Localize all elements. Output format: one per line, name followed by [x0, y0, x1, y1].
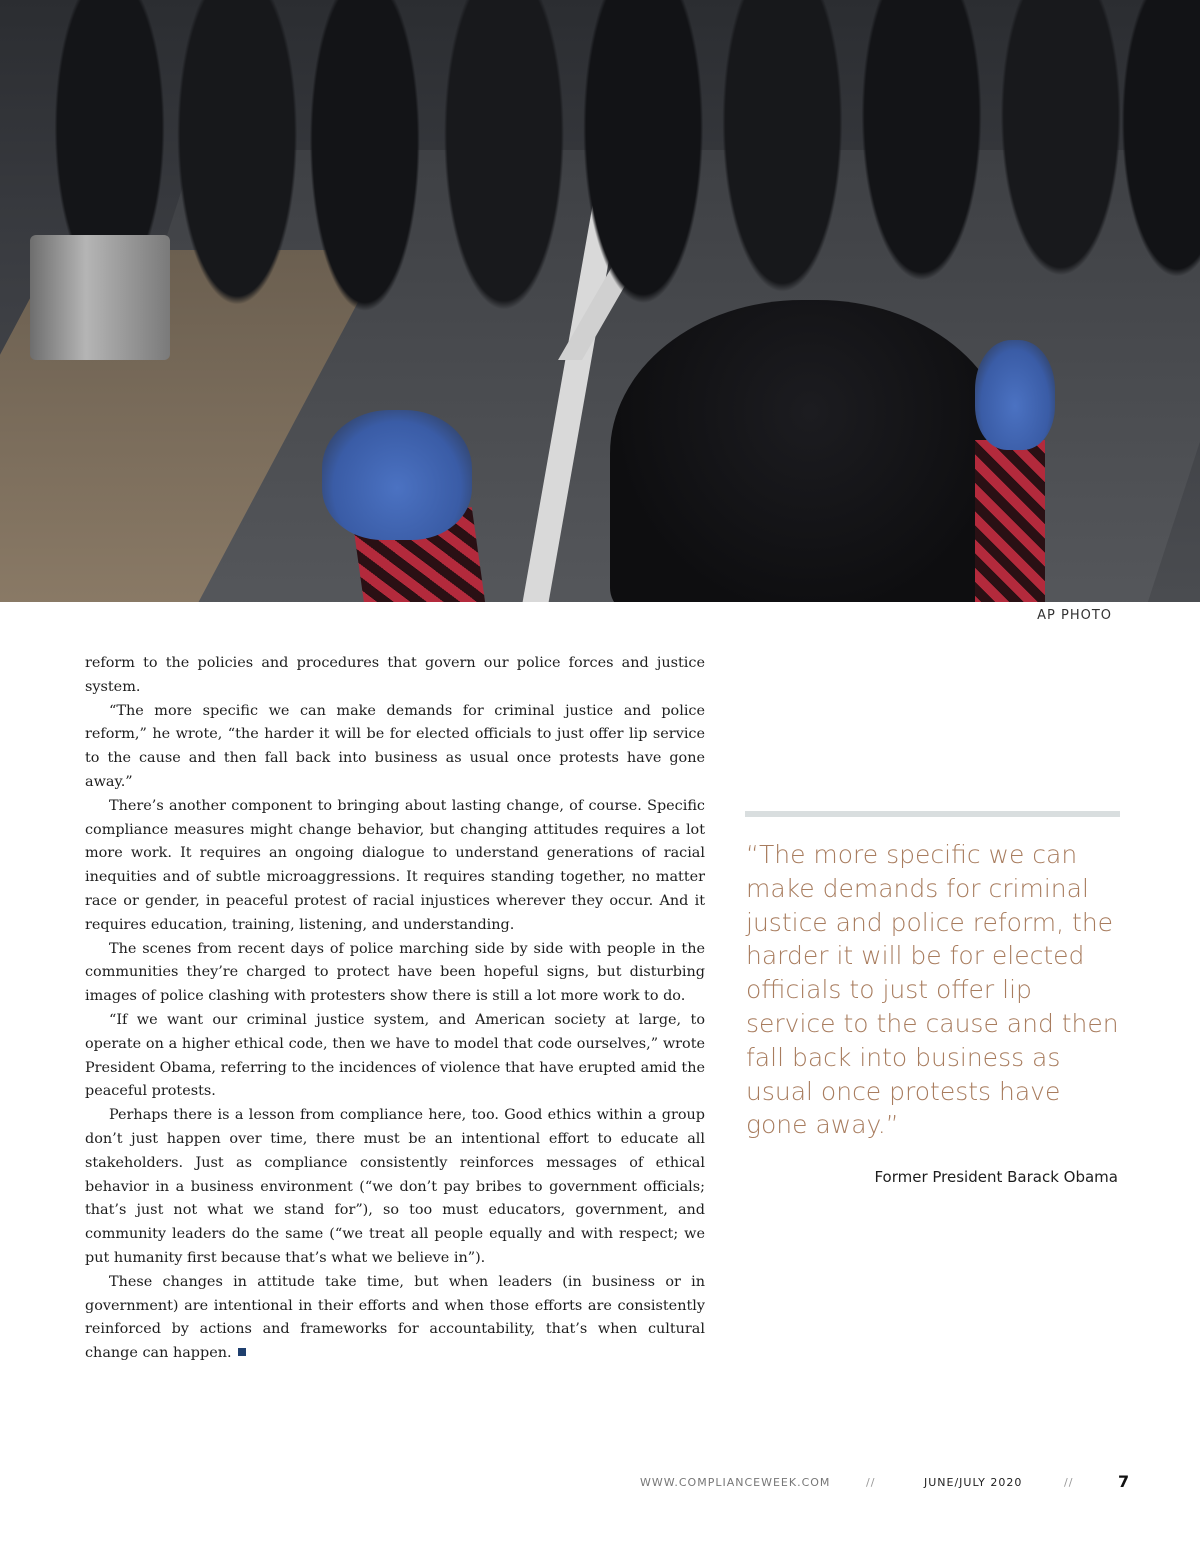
footer-separator: // — [866, 1476, 876, 1489]
paragraph: reform to the policies and procedures that govern our police forces and justice system. — [85, 655, 705, 695]
pull-quote-rule — [745, 811, 1120, 817]
photo-protester-hood — [610, 300, 1010, 602]
photo-right-glove — [975, 340, 1055, 450]
end-mark-icon — [238, 1348, 246, 1356]
photo-metal-bin — [30, 235, 170, 360]
paragraph: There’s another component to bringing about lasting change, of course. Specific compliance measures might change behavior, but changing attitudes requires a lot more work. It requires an ongoing dialogue to understand generations of racial inequities and of subtle microaggressions. It requires standing together, no matter race or gender, in peaceful protest of racial injustices wherever they occur. And it requires education, training, listening, and understanding. — [85, 797, 705, 933]
paragraph-last-text: These changes in attitude take time, but when leaders (in business or in government) are intentional in their efforts and when those efforts are consistently reinforced by actions and frameworks for accountability, that’s when cultural change can happen. — [85, 1273, 705, 1362]
hero-photo — [0, 0, 1200, 602]
photo-credit: AP PHOTO — [1037, 608, 1112, 623]
article-body — [85, 652, 705, 1366]
pull-quote-attribution: Former President Barack Obama — [874, 1168, 1118, 1186]
paragraph-last — [85, 1271, 705, 1366]
pull-quote: “The more specific we can make demands for criminal justice and police reform, the harder it will be for elected officials to just offer lip service to the cause and then fall back into business as usual once protests have gone away.” — [746, 840, 1119, 1140]
footer-website: WWW.COMPLIANCEWEEK.COM — [640, 1476, 831, 1489]
photo-left-glove — [322, 410, 472, 540]
paragraph: “If we want our criminal justice system, and American society at large, to operate on a higher ethical code, then we have to model that code ourselves,” wrote President Obama, referring to the incidences of violence that have erupted amid the peaceful protests. — [85, 1011, 705, 1100]
paragraph: The scenes from recent days of police marching side by side with people in the communities they’re charged to protect have been hopeful signs, but disturbing images of police clashing with protesters show there is still a lot more work to do. — [85, 940, 705, 1005]
paragraph: Perhaps there is a lesson from compliance here, too. Good ethics within a group don’t just happen over time, there must be an intentional effort to educate all stakeholders. Just as compliance consistently reinforces messages of ethical behavior in a business environment (“we don’t pay bribes to government officials; that’s just not what we stand for”), so too must educators, government, and community leaders do the same (“we treat all people equally and with respect; we put humanity first because that’s what we believe in”). — [85, 1107, 705, 1266]
photo-police-line — [40, 0, 1200, 320]
paragraph: “The more specific we can make demands for criminal justice and police reform,” he wrote, “the harder it will be for elected officials to just offer lip service to the cause and then fall back into business as usual once protests have gone away.” — [85, 702, 705, 790]
footer-separator-2: // — [1064, 1476, 1074, 1489]
footer-date: JUNE/JULY 2020 — [924, 1476, 1023, 1489]
page-number: 7 — [1118, 1472, 1130, 1491]
page-footer — [0, 1473, 1200, 1493]
photo-right-sleeve — [975, 440, 1045, 602]
